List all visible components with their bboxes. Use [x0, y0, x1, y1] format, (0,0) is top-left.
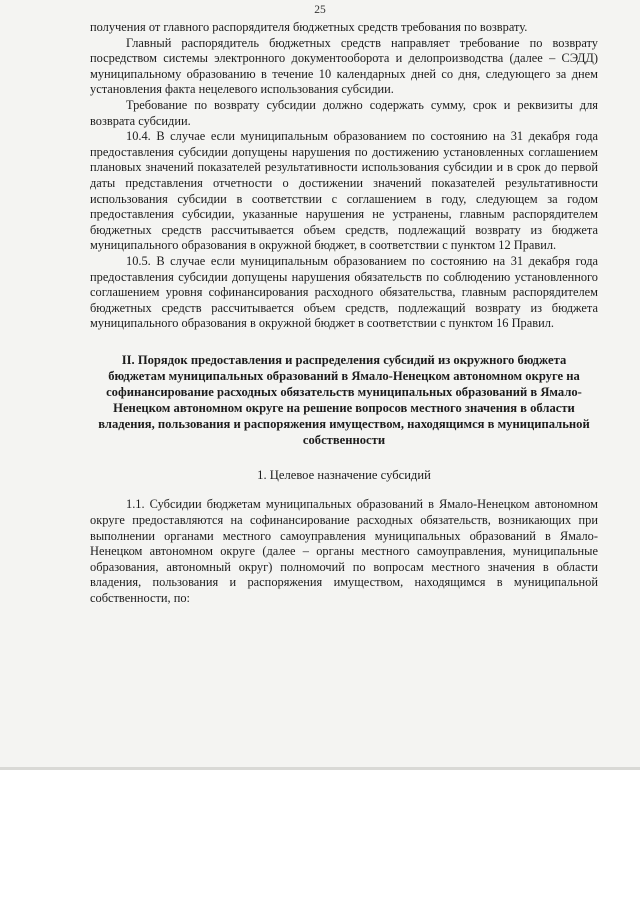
paragraph-continuation: получения от главного распорядителя бюджетных средств требования по возврату. [90, 20, 528, 34]
paragraph-1-1: 1.1. Субсидии бюджетам муниципальных образований в Ямало-Ненецком автономном округе предоставляются на софинансирование расходных обязательств, возникающих при выполнении органами местного самоуправления муниципальных образований в Ямало-Ненецком автономном округе (далее – органы местного самоуправления, муниципальные образования, автономный округ) полномочий по вопросам местного значения в области владения, пользования и распоряжения имуществом, находящимся в муниципальной собственности, по: [90, 497, 598, 606]
paragraph-request-contents: Требование по возврату субсидии должно содержать сумму, срок и реквизиты для возврата субсидии. [90, 97, 598, 128]
document-body [90, 20, 598, 607]
page-number: 25 [314, 4, 326, 16]
section-heading: II. Порядок предоставления и распределения субсидий из окружного бюджета бюджетам муниципальных образований в Ямало-Ненецком автономном округе на софинансирование расходных обязательств муниципальных образований в Ямало-Ненецком автономном округе на решение вопросов местного значения в области владения, пользования и распоряжения имуществом, находящимся в муниципальной собственности [98, 352, 590, 447]
paragraph-10-4: 10.4. В случае если муниципальным образованием по состоянию на 31 декабря года предоставления субсидии допущены нарушения по достижению установленных соглашением плановых значений показателей результативности использования субсидии и в срок до первой даты представления отчетности о достижении значений показателей результативности использования субсидии в соответствии с соглашением в году, следующем за годом предоставления субсидии, указанные нарушения не устранены, главным распорядителем бюджетных средств рассчитывается объем средств, подлежащий возврату из бюджета муниципального образования в окружной бюджет, в соответствии с пунктом 12 Правил. [90, 129, 598, 253]
paragraph-return-request: Главный распорядитель бюджетных средств направляет требование по возврату посредством системы электронного документооборота и делопроизводства (далее – СЭДД) муниципальному образованию в течение 10 календарных дней со дня, следующего за днем установления факта нецелевого использования субсидии. [90, 35, 598, 97]
subsection-heading: 1. Целевое назначение субсидий [257, 467, 431, 482]
paragraph-10-5: 10.5. В случае если муниципальным образованием по состоянию на 31 декабря года предоставления субсидии допущены нарушения обязательств по соблюдению установленного соглашением уровня софинансирования расходного обязательства, главным распорядителем бюджетных средств рассчитывается объем средств, подлежащий возврату из бюджета муниципального образования в окружной бюджет в соответствии с пунктом 16 Правил. [90, 253, 598, 331]
